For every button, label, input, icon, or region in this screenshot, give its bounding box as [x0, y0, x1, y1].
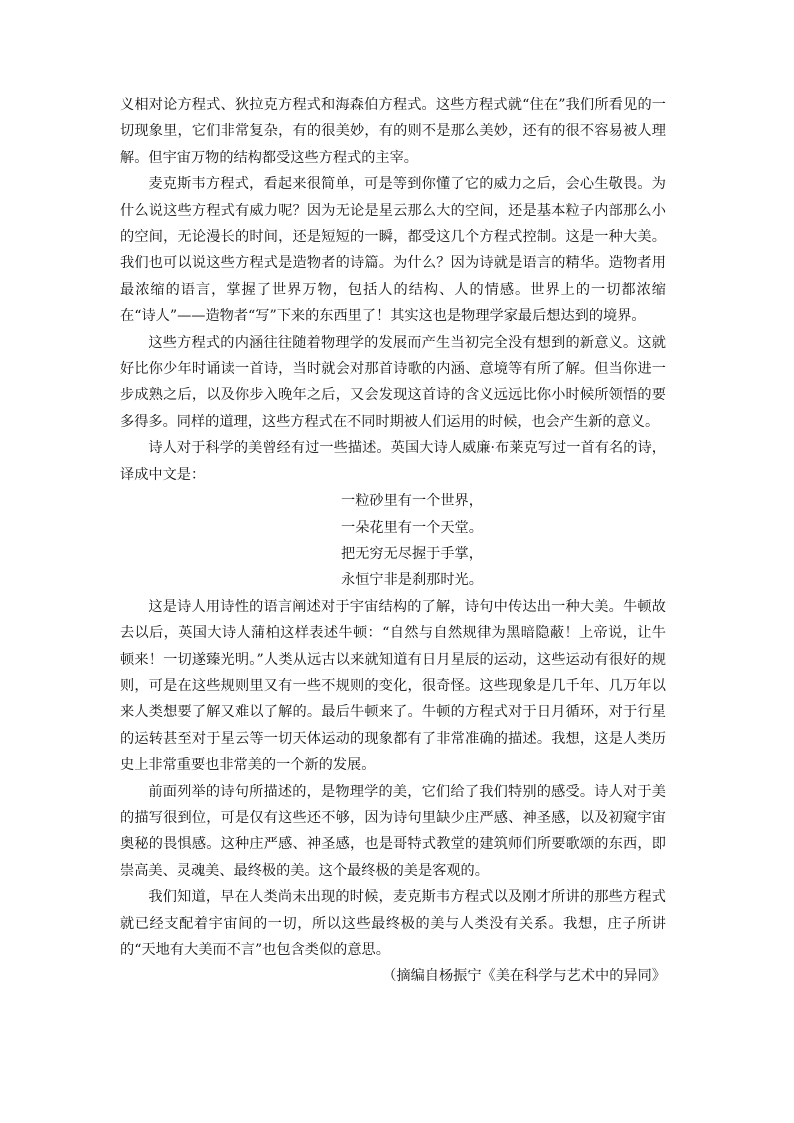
paragraph-2: 麦克斯韦方程式，看起来很简单，可是等到你懂了它的威力之后，会心生敬畏。为什么说这些方程式有威力呢？因为无论是星云那么大的空间，还是基本粒子内部那么小的空间，无论漫长的时间，还是短短的一瞬，都受这几个方程式控制。这是一种大美。我们也可以说这些方程式是造物者的诗篇。为什么？因为诗就是语言的精华。造物者用最浓缩的语言，掌握了世界万物，包括人的结构、人的情感。世界上的一切都浓缩在“诗人”——造物者“写”下来的东西里了！其实这也是物理学家最后想达到的境界。	[120, 176, 666, 325]
paragraph-5: 这是诗人用诗性的语言阐述对于宇宙结构的了解，诗句中传达出一种大美。牛顿故去以后，英国大诗人蒲柏这样表述牛顿：“自然与自然规律为黑暗隐蔽！上帝说，让牛顿来！一切遂臻光明。”人类从远古以来就知道有日月星辰的运动，这些运动有很好的规则，可是在这些规则里又有一些不规则的变化，很奇怪。这些现象是几千年、几万年以来人类想要了解又难以了解的。最后牛顿来了。牛顿的方程式对于日月循环，对于行星的运转甚至对于星云等一切天体运动的现象都有了非常准确的描述。我想，这是人类历史上非常重要也非常美的一个新的发展。	[120, 598, 666, 774]
article-body	[120, 92, 666, 990]
poem-line-3: 把无穷无尽握于手掌，	[341, 545, 483, 562]
paragraph-4: 诗人对于科学的美曾经有过一些描述。英国大诗人威廉·布莱克写过一首有名的诗，译成中文是：	[120, 440, 666, 483]
poem-line-1: 一粒砂里有一个世界，	[341, 493, 483, 510]
poem	[120, 488, 666, 594]
paragraph-3: 这些方程式的内涵往往随着物理学的发展而产生当初完全没有想到的新意义。这就好比你少年时诵读一首诗，当时就会对那首诗歌的内涵、意境等有所了解。但当你进一步成熟之后，以及你步入晚年之后，又会发现这首诗的含义远远比你小时候所领悟的要多得多。同样的道理，这些方程式在不同时期被人们运用的时候，也会产生新的意义。	[120, 334, 666, 430]
source-citation: （摘编自杨振宁《美在科学与艺术中的异同》	[382, 968, 666, 985]
poem-line-2: 一朵花里有一个天堂。	[341, 519, 483, 536]
paragraph-6: 前面列举的诗句所描述的，是物理学的美，它们给了我们特别的感受。诗人对于美的描写很到位，可是仅有这些还不够，因为诗句里缺少庄严感、神圣感，以及初窥宇宙奥秘的畏惧感。这种庄严感、神圣感，也是哥特式教堂的建筑师们所要歌颂的东西，即崇高美、灵魂美、最终极的美。这个最终极的美是客观的。	[120, 783, 666, 879]
paragraph-7: 我们知道，早在人类尚未出现的时候，麦克斯韦方程式以及刚才所讲的那些方程式就已经支配着宇宙间的一切，所以这些最终极的美与人类没有关系。我想，庄子所讲的“天地有大美而不言”也包含类似的意思。	[120, 889, 666, 958]
paragraph-1: 义相对论方程式、狄拉克方程式和海森伯方程式。这些方程式就“住在”我们所看见的一切现象里，它们非常复杂，有的很美妙，有的则不是那么美妙，还有的很不容易被人理解。但宇宙万物的结构都受这些方程式的主宰。	[120, 97, 666, 166]
poem-line-4: 永恒宁非是刹那时光。	[341, 572, 483, 589]
